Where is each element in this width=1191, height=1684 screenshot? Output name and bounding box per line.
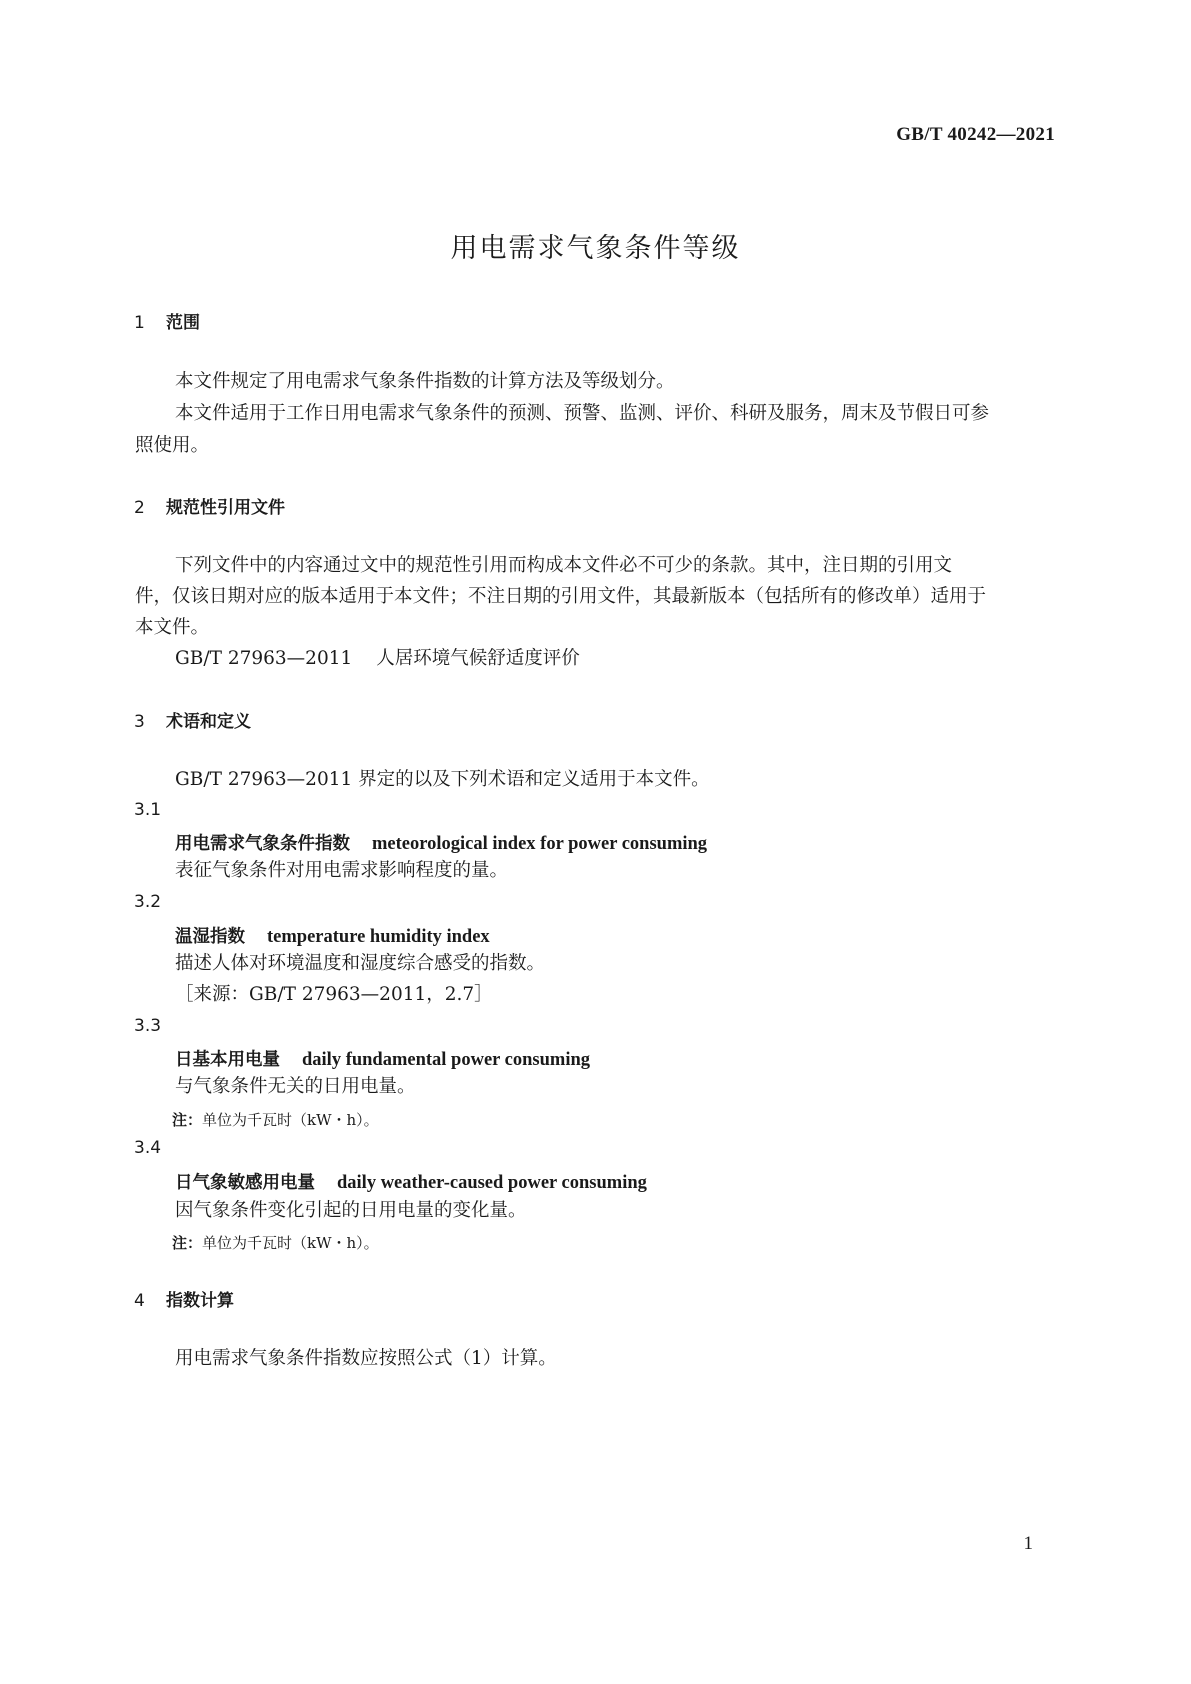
term-zh: 日气象敏感用电量	[175, 1173, 315, 1193]
term-number: 3.1	[134, 800, 162, 820]
term-note	[172, 1232, 379, 1253]
section-2-heading	[134, 493, 285, 518]
term-definition: 描述人体对环境温度和湿度综合感受的指数。	[175, 953, 546, 974]
section-title: 范围	[166, 313, 200, 333]
section-number: 4	[134, 1291, 145, 1311]
section-4-heading	[134, 1286, 234, 1311]
section-number: 2	[134, 498, 145, 518]
section-title: 术语和定义	[166, 712, 251, 732]
section-title: 指数计算	[166, 1291, 234, 1311]
reference-name: 人居环境气候舒适度评价	[376, 648, 580, 669]
term-number: 3.3	[134, 1016, 162, 1036]
term-definition: 表征气象条件对用电需求影响程度的量。	[175, 860, 509, 881]
term-title	[175, 830, 707, 855]
section-2-paragraph-line-1: 下列文件中的内容通过文中的规范性引用而构成本文件必不可少的条款。其中，注日期的引用文	[175, 555, 953, 576]
term-definition: 与气象条件无关的日用电量。	[175, 1076, 416, 1097]
note-text: 单位为千瓦时（kW・h）。	[202, 1234, 379, 1252]
section-2-paragraph-line-3: 本文件。	[135, 617, 210, 638]
section-3-heading	[134, 707, 251, 732]
term-number: 3.2	[134, 892, 162, 912]
term-en: temperature humidity index	[267, 927, 490, 947]
note-label: 注：	[172, 1111, 203, 1129]
note-text: 单位为千瓦时（kW・h）。	[202, 1111, 379, 1129]
section-1-paragraph-2-line-2: 照使用。	[135, 435, 210, 456]
section-4-paragraph: 用电需求气象条件指数应按照公式（1）计算。	[175, 1348, 557, 1369]
term-title	[175, 1046, 590, 1071]
term-zh: 日基本用电量	[175, 1050, 280, 1070]
term-definition: 因气象条件变化引起的日用电量的变化量。	[175, 1200, 527, 1221]
term-en: daily weather-caused power consuming	[337, 1173, 647, 1193]
normative-reference	[175, 642, 580, 675]
section-3-intro: GB/T 27963—2011 界定的以及下列术语和定义适用于本文件。	[175, 769, 710, 790]
section-2-paragraph-line-2: 件，仅该日期对应的版本适用于本文件；不注日期的引用文件，其最新版本（包括所有的修改单）适用于	[135, 586, 987, 607]
section-number: 1	[134, 313, 145, 333]
term-note	[172, 1109, 379, 1130]
section-1-paragraph-2-line-1: 本文件适用于工作日用电需求气象条件的预测、预警、监测、评价、科研及服务，周末及节假日可参	[175, 403, 990, 424]
page-number: 1	[1023, 1533, 1033, 1554]
term-zh: 用电需求气象条件指数	[175, 834, 350, 854]
section-1-heading	[134, 308, 200, 333]
section-title: 规范性引用文件	[166, 498, 285, 518]
reference-code: GB/T 27963—2011	[175, 648, 353, 669]
section-number: 3	[134, 712, 145, 732]
section-1-paragraph-1: 本文件规定了用电需求气象条件指数的计算方法及等级划分。	[175, 371, 675, 392]
term-en: meteorological index for power consuming	[372, 834, 708, 854]
term-number: 3.4	[134, 1138, 162, 1158]
term-title	[175, 1169, 647, 1194]
term-zh: 温湿指数	[175, 927, 245, 947]
standard-code: GB/T 40242—2021	[896, 124, 1055, 145]
document-title: 用电需求气象条件等级	[450, 233, 741, 264]
term-en: daily fundamental power consuming	[302, 1050, 590, 1070]
term-source: ［来源：GB/T 27963—2011，2.7］	[175, 984, 493, 1005]
note-label: 注：	[172, 1234, 203, 1252]
term-title	[175, 923, 490, 948]
